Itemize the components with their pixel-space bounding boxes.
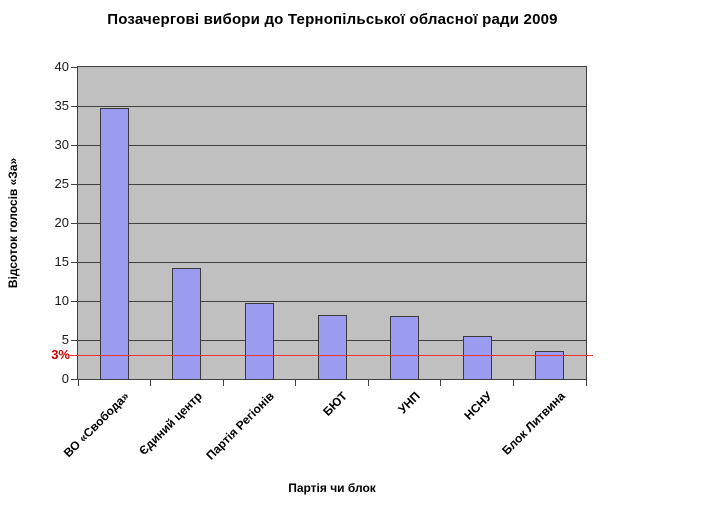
y-tick-mark	[71, 67, 77, 68]
chart-title: Позачергові вибори до Тернопільської обласної ради 2009	[107, 11, 558, 28]
x-tick-mark	[368, 380, 369, 386]
x-category-label: Партія Регіонів	[203, 389, 278, 463]
bar	[245, 303, 274, 379]
bar	[172, 268, 201, 379]
x-category-label: Єдиний центр	[135, 389, 205, 458]
bar	[390, 316, 419, 379]
y-tick-label: 5	[61, 332, 69, 347]
y-tick-mark	[71, 106, 77, 107]
x-tick-mark	[513, 380, 514, 386]
y-tick-mark	[71, 262, 77, 263]
x-category-label: БЮТ	[320, 389, 350, 419]
y-tick-mark	[71, 223, 77, 224]
x-tick-mark	[440, 380, 441, 386]
bars-layer	[78, 67, 586, 379]
x-tick-mark	[586, 380, 587, 386]
y-tick-mark	[71, 145, 77, 146]
x-category-label: ВО «Свобода»	[61, 389, 133, 461]
threshold-line	[70, 355, 593, 356]
x-tick-mark	[295, 380, 296, 386]
y-tick-mark	[71, 301, 77, 302]
y-tick-label: 30	[54, 137, 69, 152]
y-tick-label: 20	[54, 215, 69, 230]
bar	[318, 315, 347, 379]
y-axis-title-wrap	[2, 67, 24, 379]
plot-area	[51, 59, 587, 386]
x-tick-mark	[223, 380, 224, 386]
x-tick-mark	[150, 380, 151, 386]
bar	[463, 336, 492, 379]
y-tick-label: 40	[54, 59, 69, 74]
y-tick-label: 0	[61, 371, 69, 386]
x-category-label: НСНУ	[461, 389, 496, 423]
y-tick-label: 10	[54, 293, 69, 308]
y-tick-label: 25	[54, 176, 69, 191]
y-tick-mark	[71, 379, 77, 380]
y-tick-label: 15	[54, 254, 69, 269]
bar	[100, 108, 129, 379]
y-tick-label: 35	[54, 98, 69, 113]
x-axis-title: Партія чи блок	[288, 481, 376, 495]
x-category-label: Блок Литвина	[498, 389, 568, 458]
threshold-label: 3%	[51, 346, 70, 362]
y-tick-mark	[71, 184, 77, 185]
y-tick-mark	[71, 340, 77, 341]
y-axis-title: Відсоток голосів «За»	[6, 157, 21, 289]
x-category-label: УНП	[395, 389, 423, 417]
x-tick-mark	[78, 380, 79, 386]
